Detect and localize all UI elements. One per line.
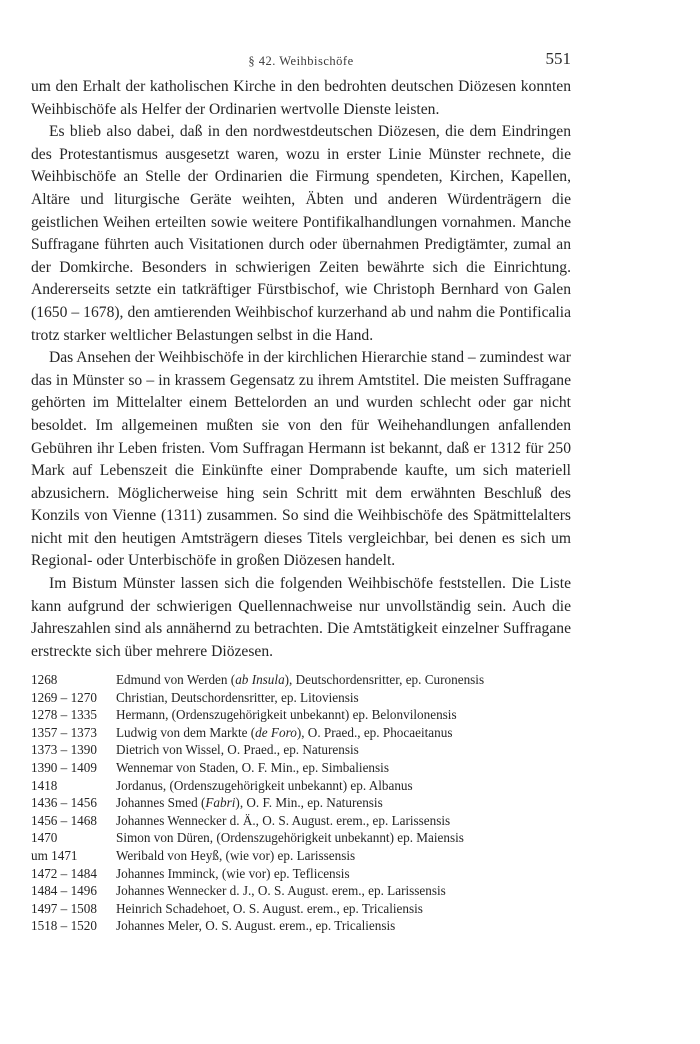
bishop-years: 1518 – 1520	[31, 918, 97, 934]
bishop-description	[116, 777, 576, 795]
bishop-years: 1268	[31, 672, 58, 687]
bishop-entry	[31, 759, 576, 777]
bishop-entry	[31, 706, 576, 724]
bishop-name-text: Hermann, (Ordenszugehörigkeit unbekannt) ep. Belonvilonensis	[116, 707, 457, 723]
bishop-entry	[31, 882, 576, 900]
bishop-name-text: Wennemar von Staden, O. F. Min., ep. Simbaliensis	[116, 759, 389, 775]
bishop-years: 1418	[31, 777, 58, 793]
bishop-description	[116, 900, 576, 918]
latin-name: Fabri	[205, 795, 236, 811]
bishop-entry	[31, 689, 576, 707]
body-text	[31, 76, 571, 663]
latin-name: de Foro	[255, 724, 297, 740]
bishop-years: 1269 – 1270	[31, 689, 97, 705]
bishop-entry	[31, 829, 576, 847]
bishop-years: 1373 – 1390	[31, 742, 97, 758]
bishop-description	[116, 917, 576, 935]
latin-name: ab Insula	[235, 672, 285, 687]
bishop-years: 1456 – 1468	[31, 812, 97, 828]
bishop-name-text: Johannes Smed (	[116, 795, 206, 811]
bishop-name-text: Jordanus, (Ordenszugehörigkeit unbekannt) ep. Albanus	[116, 777, 413, 793]
bishop-name-text: Heinrich Schadehoet, O. S. August. erem., ep. Tricaliensis	[116, 900, 423, 916]
bishop-entry	[31, 847, 576, 865]
bishop-name-text: Johannes Wennecker d. Ä., O. S. August. erem., ep. Larissensis	[116, 812, 451, 828]
bishop-name-text: Ludwig von dem Markte (	[116, 724, 256, 740]
bishop-years: 1470	[31, 830, 58, 846]
bishop-name-text: Johannes Imminck, (wie vor) ep. Teflicensis	[116, 865, 350, 881]
bishop-name-text: Dietrich von Wissel, O. Praed., ep. Naturensis	[116, 742, 359, 758]
bishop-years: 1472 – 1484	[31, 865, 97, 881]
bishop-entry	[31, 777, 576, 795]
paragraph: um den Erhalt der katholischen Kirche in den bedrohten deutschen Diözesen konnten Weihbischöfe als Helfer der Ordinarien wertvolle Dienste leisten.	[31, 78, 571, 118]
bishop-years: 1436 – 1456	[31, 795, 97, 811]
bishop-entry	[31, 865, 576, 883]
bishop-description	[116, 671, 576, 689]
bishop-description	[116, 829, 576, 847]
bishop-years: um 1471	[31, 847, 78, 863]
paragraph: Im Bistum Münster lassen sich die folgenden Weihbischöfe feststellen. Die Liste kann aufgrund der schwierigen Quellennachweise nur unvollständig sein. Auch die Jahreszahlen sind als annähernd zu betrachten. Die Amtstätigkeit einzelner Suffragane erstreckte sich über mehrere Diözesen.	[31, 575, 571, 660]
bishop-entry	[31, 724, 576, 742]
bishop-entry	[31, 900, 576, 918]
bishop-description	[116, 794, 576, 812]
bishop-name-text: Johannes Wennecker d. J., O. S. August. erem., ep. Larissensis	[116, 883, 446, 899]
bishop-entry	[31, 794, 576, 812]
paragraph: Es blieb also dabei, daß in den nordwestdeutschen Diözesen, die dem Eindringen des Protestantismus ausgesetzt waren, wozu in erster Linie Münster rechnete, die Weihbischöfe an Stelle der Ordinarien die Firmung spendeten, Kirchen, Kapellen, Altäre und liturgische Geräte weihten, Äbten und anderen Würdenträgern die geistlichen Weihen erteilten sowie weitere Pontifikalhandlungen vornahmen. Manche Suffragane führten auch Visitationen durch oder übernahmen Predigtämter, zumal an der Domkirche. Besonders in schwierigen Zeiten bewährte sich die Einrichtung. Andererseits setzte ein tatkräftiger Fürstbischof, wie Christoph Bernhard von Galen (1650 – 1678), den amtierenden Weihbischof kurzerhand ab und nahm die Pontificalia trotz starker weltlicher Belastungen selbst in die Hand.	[31, 123, 571, 344]
bishop-description	[116, 865, 576, 883]
bishop-years: 1357 – 1373	[31, 724, 97, 740]
bishop-name-text: Edmund von Werden (	[116, 672, 236, 687]
bishop-years: 1278 – 1335	[31, 707, 97, 723]
bishop-years: 1390 – 1409	[31, 759, 97, 775]
bishop-list	[31, 671, 576, 935]
paragraph: Das Ansehen der Weihbischöfe in der kirchlichen Hierarchie stand – zumindest war das in Münster so – in krassem Gegensatz zu ihrem Amtstitel. Die meisten Suffragane gehörten im Mittelalter einem Bettelorden an und wurden schlecht oder gar nicht besoldet. Im allgemeinen mußten sie von den für Weihehandlungen anfallenden Gebühren ihr Leben fristen. Vom Suffragan Hermann ist bekannt, daß er 1312 für 250 Mark auf Lebenszeit die Einkünfte einer Domprabende kaufte, um sich materiell abzusichern. Möglicherweise hing sein Schritt mit dem erwähnten Beschluß des Konzils von Vienne (1311) zusammen. So sind die Weihbischöfe des Spätmittelalters nicht mit den heutigen Amtsträgern dieses Titels vergleichbar, bei denen es sich um Regional- oder Unterbischöfe in großen Diözesen handelt.	[31, 349, 571, 570]
bishop-description	[116, 759, 576, 777]
bishop-order-text: ), O. Praed., ep. Phocaeitanus	[296, 724, 453, 740]
section-title: § 42. Weihbischöfe	[248, 54, 354, 68]
bishop-years: 1497 – 1508	[31, 900, 97, 916]
bishop-name-text: Johannes Meler, O. S. August. erem., ep. Tricaliensis	[116, 918, 396, 934]
bishop-entry	[31, 741, 576, 759]
bishop-description	[116, 689, 576, 707]
running-head	[31, 48, 571, 72]
bishop-description	[116, 706, 576, 724]
page-number: 551	[545, 49, 571, 68]
bishop-entry	[31, 917, 576, 935]
bishop-entry	[31, 812, 576, 830]
bishop-description	[116, 724, 576, 742]
bishop-name-text: Christian, Deutschordensritter, ep. Litoviensis	[116, 689, 359, 705]
bishop-name-text: Weribald von Heyß, (wie vor) ep. Larissensis	[116, 847, 356, 863]
bishop-order-text: ), O. F. Min., ep. Naturensis	[235, 795, 383, 811]
bishop-order-text: ), Deutschordensritter, ep. Curonensis	[284, 672, 485, 687]
bishop-description	[116, 847, 576, 865]
bishop-description	[116, 812, 576, 830]
bishop-years: 1484 – 1496	[31, 883, 97, 899]
bishop-description	[116, 741, 576, 759]
bishop-entry	[31, 671, 576, 689]
bishop-description	[116, 882, 576, 900]
bishop-name-text: Simon von Düren, (Ordenszugehörigkeit unbekannt) ep. Maiensis	[116, 830, 464, 846]
